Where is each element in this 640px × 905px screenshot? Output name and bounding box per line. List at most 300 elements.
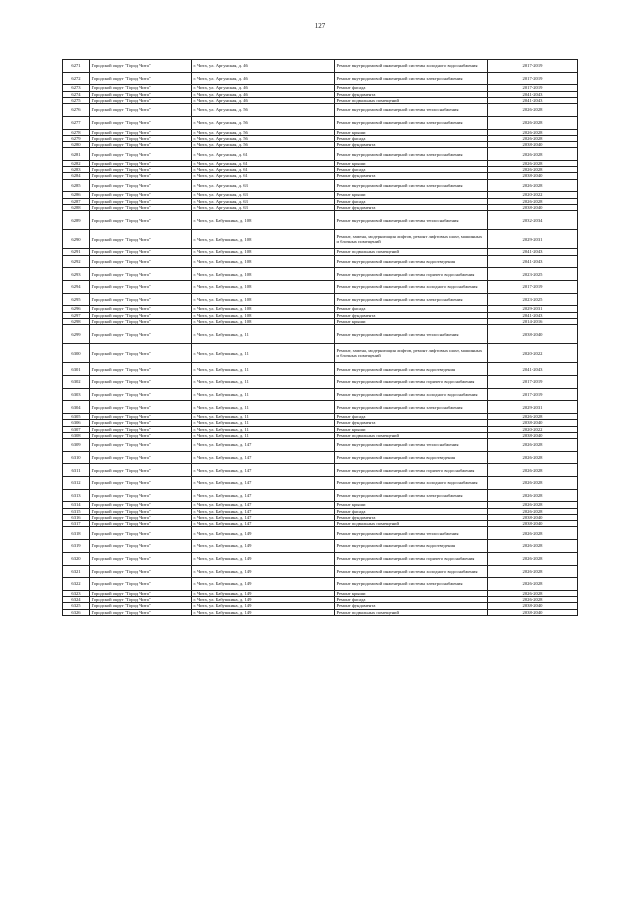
address-cell: г. Чита, ул. Аргунская, д. 63 xyxy=(192,204,335,210)
term-cell: 2026-2028 xyxy=(488,464,578,477)
table-row xyxy=(63,344,578,363)
municipality-cell: Городской округ "Город Чита" xyxy=(90,578,192,591)
municipality-cell: Городской округ "Город Чита" xyxy=(90,375,192,388)
municipality-cell: Городской округ "Город Чита" xyxy=(90,439,192,452)
municipality-cell: Городской округ "Город Чита" xyxy=(90,198,192,204)
work-type-cell: Ремонт крыши xyxy=(335,192,488,198)
row-number-cell: 6303 xyxy=(63,388,90,401)
municipality-cell: Городской округ "Город Чита" xyxy=(90,464,192,477)
row-number-cell: 6301 xyxy=(63,363,90,376)
table-row xyxy=(63,60,578,73)
table-row xyxy=(63,401,578,414)
municipality-cell: Городской округ "Город Чита" xyxy=(90,104,192,117)
work-type-cell: Ремонт, замена, модернизация лифтов, ремонт лифтовых шахт, машинных и блочных помещений xyxy=(335,230,488,249)
municipality-cell: Городской округ "Город Чита" xyxy=(90,540,192,553)
municipality-cell: Городской округ "Город Чита" xyxy=(90,255,192,268)
work-type-cell: Ремонт внутридомовой инженерной системы водоотведения xyxy=(335,363,488,376)
municipality-cell: Городской округ "Город Чита" xyxy=(90,344,192,363)
address-cell: г. Чита, ул. Аргунская, д. 46 xyxy=(192,72,335,85)
term-cell: 2023-2025 xyxy=(488,268,578,281)
municipality-cell: Городской округ "Город Чита" xyxy=(90,211,192,230)
term-cell: 2038-2040 xyxy=(488,432,578,438)
work-type-cell: Ремонт фундамента xyxy=(335,204,488,210)
term-cell: 2032-2034 xyxy=(488,211,578,230)
term-cell: 2017-2019 xyxy=(488,60,578,73)
table-row xyxy=(63,527,578,540)
address-cell: г. Чита, ул. Аргунская, д. 61 xyxy=(192,160,335,166)
work-type-cell: Ремонт внутридомовой инженерной системы горячего водоснабжения xyxy=(335,464,488,477)
row-number-cell: 6315 xyxy=(63,508,90,514)
work-type-cell: Ремонт фасада xyxy=(335,508,488,514)
table-row xyxy=(63,464,578,477)
term-cell: 2038-2040 xyxy=(488,609,578,615)
municipality-cell: Городской округ "Город Чита" xyxy=(90,521,192,527)
address-cell: г. Чита, ул. Аргунская, д. 61 xyxy=(192,173,335,179)
term-cell: 2038-2040 xyxy=(488,204,578,210)
table-row xyxy=(63,451,578,464)
row-number-cell: 6274 xyxy=(63,91,90,97)
row-number-cell: 6314 xyxy=(63,502,90,508)
row-number-cell: 6299 xyxy=(63,325,90,344)
municipality-cell: Городской округ "Город Чита" xyxy=(90,590,192,596)
row-number-cell: 6293 xyxy=(63,268,90,281)
term-cell: 2026-2028 xyxy=(488,167,578,173)
work-type-cell: Ремонт крыши xyxy=(335,318,488,324)
row-number-cell: 6325 xyxy=(63,603,90,609)
row-number-cell: 6322 xyxy=(63,578,90,591)
table-row xyxy=(63,609,578,615)
municipality-cell: Городской округ "Город Чита" xyxy=(90,552,192,565)
term-cell: 2020-2022 xyxy=(488,192,578,198)
row-number-cell: 6288 xyxy=(63,204,90,210)
address-cell: г. Чита, ул. Бабушкина, д. 108 xyxy=(192,318,335,324)
address-cell: г. Чита, ул. Аргунская, д. 46 xyxy=(192,60,335,73)
row-number-cell: 6276 xyxy=(63,104,90,117)
work-type-cell: Ремонт фундамента xyxy=(335,420,488,426)
address-cell: г. Чита, ул. Бабушкина, д. 147 xyxy=(192,489,335,502)
work-type-cell: Ремонт фундамента xyxy=(335,91,488,97)
row-number-cell: 6272 xyxy=(63,72,90,85)
term-cell: 2026-2028 xyxy=(488,129,578,135)
municipality-cell: Городской округ "Город Чита" xyxy=(90,489,192,502)
work-type-cell: Ремонт внутридомовой инженерной системы электроснабжения xyxy=(335,179,488,192)
term-cell: 2041-2043 xyxy=(488,363,578,376)
address-cell: г. Чита, ул. Бабушкина, д. 11 xyxy=(192,420,335,426)
row-number-cell: 6312 xyxy=(63,477,90,490)
term-cell: 2026-2028 xyxy=(488,552,578,565)
municipality-cell: Городской округ "Город Чита" xyxy=(90,414,192,420)
address-cell: г. Чита, ул. Бабушкина, д. 149 xyxy=(192,540,335,553)
term-cell: 2041-2043 xyxy=(488,91,578,97)
work-type-cell: Ремонт подвальных помещений xyxy=(335,609,488,615)
term-cell: 2026-2028 xyxy=(488,578,578,591)
row-number-cell: 6287 xyxy=(63,198,90,204)
table-row xyxy=(63,268,578,281)
municipality-cell: Городской округ "Город Чита" xyxy=(90,363,192,376)
term-cell: 2026-2028 xyxy=(488,540,578,553)
work-type-cell: Ремонт крыши xyxy=(335,129,488,135)
term-cell: 2020-2022 xyxy=(488,426,578,432)
term-cell: 2026-2028 xyxy=(488,508,578,514)
row-number-cell: 6308 xyxy=(63,432,90,438)
work-type-cell: Ремонт фасада xyxy=(335,85,488,91)
address-cell: г. Чита, ул. Бабушкина, д. 147 xyxy=(192,439,335,452)
municipality-cell: Городской округ "Город Чита" xyxy=(90,91,192,97)
work-type-cell: Ремонт фундамента xyxy=(335,514,488,520)
table-row xyxy=(63,104,578,117)
municipality-cell: Городской округ "Город Чита" xyxy=(90,527,192,540)
municipality-cell: Городской округ "Город Чита" xyxy=(90,268,192,281)
address-cell: г. Чита, ул. Аргунская, д. 63 xyxy=(192,179,335,192)
page-number: 127 xyxy=(314,22,326,30)
row-number-cell: 6309 xyxy=(63,439,90,452)
row-number-cell: 6291 xyxy=(63,249,90,255)
row-number-cell: 6284 xyxy=(63,173,90,179)
row-number-cell: 6318 xyxy=(63,527,90,540)
row-number-cell: 6311 xyxy=(63,464,90,477)
table-row xyxy=(63,230,578,249)
municipality-cell: Городской округ "Город Чита" xyxy=(90,160,192,166)
work-type-cell: Ремонт крыши xyxy=(335,590,488,596)
row-number-cell: 6306 xyxy=(63,420,90,426)
table-body xyxy=(63,60,578,616)
term-cell: 2026-2028 xyxy=(488,116,578,129)
work-type-cell: Ремонт внутридомовой инженерной системы электроснабжения xyxy=(335,72,488,85)
address-cell: г. Чита, ул. Бабушкина, д. 11 xyxy=(192,414,335,420)
municipality-cell: Городской округ "Город Чита" xyxy=(90,502,192,508)
term-cell: 2026-2028 xyxy=(488,160,578,166)
address-cell: г. Чита, ул. Бабушкина, д. 11 xyxy=(192,426,335,432)
row-number-cell: 6307 xyxy=(63,426,90,432)
term-cell: 2038-2040 xyxy=(488,142,578,148)
address-cell: г. Чита, ул. Аргунская, д. 61 xyxy=(192,148,335,161)
table-row xyxy=(63,72,578,85)
row-number-cell: 6285 xyxy=(63,179,90,192)
address-cell: г. Чита, ул. Бабушкина, д. 108 xyxy=(192,312,335,318)
address-cell: г. Чита, ул. Бабушкина, д. 147 xyxy=(192,477,335,490)
work-type-cell: Ремонт внутридомовой инженерной системы электроснабжения xyxy=(335,489,488,502)
municipality-cell: Городской округ "Город Чита" xyxy=(90,432,192,438)
table-row xyxy=(63,116,578,129)
term-cell: 2041-2043 xyxy=(488,97,578,103)
row-number-cell: 6282 xyxy=(63,160,90,166)
row-number-cell: 6295 xyxy=(63,293,90,306)
work-type-cell: Ремонт подвальных помещений xyxy=(335,97,488,103)
term-cell: 2023-2025 xyxy=(488,293,578,306)
municipality-cell: Городской округ "Город Чита" xyxy=(90,318,192,324)
table-row xyxy=(63,477,578,490)
work-type-cell: Ремонт фундамента xyxy=(335,603,488,609)
address-cell: г. Чита, ул. Аргунская, д. 56 xyxy=(192,135,335,141)
term-cell: 2038-2040 xyxy=(488,514,578,520)
municipality-cell: Городской округ "Город Чита" xyxy=(90,508,192,514)
row-number-cell: 6283 xyxy=(63,167,90,173)
municipality-cell: Городской округ "Город Чита" xyxy=(90,148,192,161)
municipality-cell: Городской округ "Город Чита" xyxy=(90,565,192,578)
work-type-cell: Ремонт фасада xyxy=(335,167,488,173)
municipality-cell: Городской округ "Город Чита" xyxy=(90,451,192,464)
term-cell: 2038-2040 xyxy=(488,325,578,344)
municipality-cell: Городской округ "Город Чита" xyxy=(90,230,192,249)
municipality-cell: Городской округ "Город Чита" xyxy=(90,293,192,306)
row-number-cell: 6320 xyxy=(63,552,90,565)
row-number-cell: 6281 xyxy=(63,148,90,161)
municipality-cell: Городской округ "Город Чита" xyxy=(90,609,192,615)
term-cell: 2029-2031 xyxy=(488,401,578,414)
work-type-cell: Ремонт внутридомовой инженерной системы холодного водоснабжения xyxy=(335,388,488,401)
term-cell: 2026-2028 xyxy=(488,148,578,161)
work-type-cell: Ремонт фасада xyxy=(335,198,488,204)
row-number-cell: 6297 xyxy=(63,312,90,318)
row-number-cell: 6310 xyxy=(63,451,90,464)
address-cell: г. Чита, ул. Бабушкина, д. 108 xyxy=(192,230,335,249)
municipality-cell: Городской округ "Город Чита" xyxy=(90,204,192,210)
capital-repair-table xyxy=(62,59,578,616)
address-cell: г. Чита, ул. Аргунская, д. 61 xyxy=(192,167,335,173)
term-cell: 2026-2028 xyxy=(488,590,578,596)
address-cell: г. Чита, ул. Аргунская, д. 63 xyxy=(192,192,335,198)
term-cell: 2029-2031 xyxy=(488,230,578,249)
address-cell: г. Чита, ул. Аргунская, д. 46 xyxy=(192,97,335,103)
address-cell: г. Чита, ул. Аргунская, д. 56 xyxy=(192,104,335,117)
table-row xyxy=(63,439,578,452)
table-row xyxy=(63,179,578,192)
row-number-cell: 6271 xyxy=(63,60,90,73)
municipality-cell: Городской округ "Город Чита" xyxy=(90,129,192,135)
municipality-cell: Городской округ "Город Чита" xyxy=(90,603,192,609)
table-row xyxy=(63,148,578,161)
term-cell: 2026-2028 xyxy=(488,135,578,141)
address-cell: г. Чита, ул. Аргунская, д. 46 xyxy=(192,85,335,91)
table-row xyxy=(63,375,578,388)
term-cell: 2026-2028 xyxy=(488,451,578,464)
term-cell: 2020-2022 xyxy=(488,344,578,363)
municipality-cell: Городской округ "Город Чита" xyxy=(90,192,192,198)
work-type-cell: Ремонт внутридомовой инженерной системы холодного водоснабжения xyxy=(335,565,488,578)
address-cell: г. Чита, ул. Бабушкина, д. 11 xyxy=(192,363,335,376)
work-type-cell: Ремонт внутридомовой инженерной системы горячего водоснабжения xyxy=(335,375,488,388)
row-number-cell: 6273 xyxy=(63,85,90,91)
address-cell: г. Чита, ул. Бабушкина, д. 108 xyxy=(192,255,335,268)
municipality-cell: Городской округ "Город Чита" xyxy=(90,426,192,432)
row-number-cell: 6313 xyxy=(63,489,90,502)
row-number-cell: 6298 xyxy=(63,318,90,324)
work-type-cell: Ремонт фасада xyxy=(335,414,488,420)
term-cell: 2026-2028 xyxy=(488,198,578,204)
row-number-cell: 6302 xyxy=(63,375,90,388)
row-number-cell: 6304 xyxy=(63,401,90,414)
row-number-cell: 6275 xyxy=(63,97,90,103)
row-number-cell: 6292 xyxy=(63,255,90,268)
address-cell: г. Чита, ул. Бабушкина, д. 149 xyxy=(192,552,335,565)
address-cell: г. Чита, ул. Бабушкина, д. 149 xyxy=(192,565,335,578)
address-cell: г. Чита, ул. Бабушкина, д. 147 xyxy=(192,502,335,508)
row-number-cell: 6319 xyxy=(63,540,90,553)
row-number-cell: 6317 xyxy=(63,521,90,527)
work-type-cell: Ремонт крыши xyxy=(335,502,488,508)
table-row xyxy=(63,293,578,306)
table-row xyxy=(63,280,578,293)
address-cell: г. Чита, ул. Бабушкина, д. 149 xyxy=(192,603,335,609)
row-number-cell: 6289 xyxy=(63,211,90,230)
municipality-cell: Городской округ "Город Чита" xyxy=(90,312,192,318)
work-type-cell: Ремонт фасада xyxy=(335,306,488,312)
work-type-cell: Ремонт подвальных помещений xyxy=(335,521,488,527)
work-type-cell: Ремонт фасада xyxy=(335,597,488,603)
address-cell: г. Чита, ул. Бабушкина, д. 147 xyxy=(192,514,335,520)
municipality-cell: Городской округ "Город Чита" xyxy=(90,135,192,141)
address-cell: г. Чита, ул. Аргунская, д. 63 xyxy=(192,198,335,204)
work-type-cell: Ремонт фундамента xyxy=(335,173,488,179)
term-cell: 2026-2028 xyxy=(488,565,578,578)
work-type-cell: Ремонт подвальных помещений xyxy=(335,432,488,438)
work-type-cell: Ремонт, замена, модернизация лифтов, ремонт лифтовых шахт, машинных и блочных помещений xyxy=(335,344,488,363)
address-cell: г. Чита, ул. Бабушкина, д. 147 xyxy=(192,464,335,477)
municipality-cell: Городской округ "Город Чита" xyxy=(90,72,192,85)
municipality-cell: Городской округ "Город Чита" xyxy=(90,597,192,603)
term-cell: 2041-2043 xyxy=(488,249,578,255)
address-cell: г. Чита, ул. Бабушкина, д. 11 xyxy=(192,432,335,438)
municipality-cell: Городской округ "Город Чита" xyxy=(90,249,192,255)
table-row xyxy=(63,578,578,591)
address-cell: г. Чита, ул. Аргунская, д. 46 xyxy=(192,91,335,97)
row-number-cell: 6294 xyxy=(63,280,90,293)
term-cell: 2038-2040 xyxy=(488,173,578,179)
municipality-cell: Городской округ "Город Чита" xyxy=(90,306,192,312)
address-cell: г. Чита, ул. Бабушкина, д. 11 xyxy=(192,325,335,344)
table-row xyxy=(63,552,578,565)
work-type-cell: Ремонт внутридомовой инженерной системы водоотведения xyxy=(335,255,488,268)
address-cell: г. Чита, ул. Бабушкина, д. 11 xyxy=(192,344,335,363)
work-type-cell: Ремонт фасада xyxy=(335,135,488,141)
address-cell: г. Чита, ул. Бабушкина, д. 147 xyxy=(192,508,335,514)
work-type-cell: Ремонт внутридомовой инженерной системы холодного водоснабжения xyxy=(335,280,488,293)
term-cell: 2026-2028 xyxy=(488,477,578,490)
work-type-cell: Ремонт внутридомовой инженерной системы теплоснабжения xyxy=(335,439,488,452)
municipality-cell: Городской округ "Город Чита" xyxy=(90,173,192,179)
address-cell: г. Чита, ул. Бабушкина, д. 108 xyxy=(192,211,335,230)
work-type-cell: Ремонт внутридомовой инженерной системы холодного водоснабжения xyxy=(335,60,488,73)
term-cell: 2026-2028 xyxy=(488,104,578,117)
row-number-cell: 6286 xyxy=(63,192,90,198)
term-cell: 2026-2028 xyxy=(488,179,578,192)
work-type-cell: Ремонт внутридомовой инженерной системы холодного водоснабжения xyxy=(335,477,488,490)
address-cell: г. Чита, ул. Бабушкина, д. 149 xyxy=(192,590,335,596)
municipality-cell: Городской округ "Город Чита" xyxy=(90,420,192,426)
table-row xyxy=(63,363,578,376)
municipality-cell: Городской округ "Город Чита" xyxy=(90,179,192,192)
term-cell: 2029-2031 xyxy=(488,306,578,312)
term-cell: 2026-2028 xyxy=(488,439,578,452)
address-cell: г. Чита, ул. Бабушкина, д. 149 xyxy=(192,609,335,615)
municipality-cell: Городской округ "Город Чита" xyxy=(90,97,192,103)
term-cell: 2014-2016 xyxy=(488,318,578,324)
term-cell: 2017-2019 xyxy=(488,280,578,293)
address-cell: г. Чита, ул. Бабушкина, д. 149 xyxy=(192,578,335,591)
term-cell: 2041-2043 xyxy=(488,255,578,268)
address-cell: г. Чита, ул. Бабушкина, д. 147 xyxy=(192,451,335,464)
term-cell: 2026-2028 xyxy=(488,414,578,420)
work-type-cell: Ремонт внутридомовой инженерной системы водоотведения xyxy=(335,451,488,464)
municipality-cell: Городской округ "Город Чита" xyxy=(90,167,192,173)
work-type-cell: Ремонт внутридомовой инженерной системы электроснабжения xyxy=(335,293,488,306)
address-cell: г. Чита, ул. Бабушкина, д. 108 xyxy=(192,306,335,312)
address-cell: г. Чита, ул. Бабушкина, д. 108 xyxy=(192,268,335,281)
municipality-cell: Городской округ "Город Чита" xyxy=(90,116,192,129)
municipality-cell: Городской округ "Город Чита" xyxy=(90,477,192,490)
work-type-cell: Ремонт внутридомовой инженерной системы электроснабжения xyxy=(335,401,488,414)
work-type-cell: Ремонт внутридомовой инженерной системы теплоснабжения xyxy=(335,325,488,344)
row-number-cell: 6290 xyxy=(63,230,90,249)
row-number-cell: 6326 xyxy=(63,609,90,615)
municipality-cell: Городской округ "Город Чита" xyxy=(90,142,192,148)
table-row xyxy=(63,211,578,230)
address-cell: г. Чита, ул. Бабушкина, д. 108 xyxy=(192,249,335,255)
term-cell: 2038-2040 xyxy=(488,521,578,527)
address-cell: г. Чита, ул. Бабушкина, д. 149 xyxy=(192,527,335,540)
row-number-cell: 6277 xyxy=(63,116,90,129)
term-cell: 2017-2019 xyxy=(488,72,578,85)
table-row xyxy=(63,388,578,401)
row-number-cell: 6278 xyxy=(63,129,90,135)
term-cell: 2026-2028 xyxy=(488,502,578,508)
term-cell: 2017-2019 xyxy=(488,388,578,401)
term-cell: 2026-2028 xyxy=(488,597,578,603)
row-number-cell: 6279 xyxy=(63,135,90,141)
address-cell: г. Чита, ул. Бабушкина, д. 11 xyxy=(192,375,335,388)
work-type-cell: Ремонт крыши xyxy=(335,160,488,166)
table-row xyxy=(63,565,578,578)
work-type-cell: Ремонт внутридомовой инженерной системы электроснабжения xyxy=(335,148,488,161)
term-cell: 2026-2028 xyxy=(488,527,578,540)
work-type-cell: Ремонт внутридомовой инженерной системы электроснабжения xyxy=(335,578,488,591)
row-number-cell: 6316 xyxy=(63,514,90,520)
municipality-cell: Городской округ "Город Чита" xyxy=(90,85,192,91)
address-cell: г. Чита, ул. Бабушкина, д. 11 xyxy=(192,401,335,414)
row-number-cell: 6296 xyxy=(63,306,90,312)
work-type-cell: Ремонт внутридомовой инженерной системы теплоснабжения xyxy=(335,527,488,540)
row-number-cell: 6305 xyxy=(63,414,90,420)
term-cell: 2038-2040 xyxy=(488,603,578,609)
work-type-cell: Ремонт внутридомовой инженерной системы теплоснабжения xyxy=(335,104,488,117)
table-row xyxy=(63,325,578,344)
municipality-cell: Городской округ "Город Чита" xyxy=(90,60,192,73)
work-type-cell: Ремонт фундамента xyxy=(335,312,488,318)
address-cell: г. Чита, ул. Бабушкина, д. 108 xyxy=(192,280,335,293)
table-row xyxy=(63,540,578,553)
address-cell: г. Чита, ул. Бабушкина, д. 149 xyxy=(192,597,335,603)
table-row xyxy=(63,489,578,502)
row-number-cell: 6323 xyxy=(63,590,90,596)
address-cell: г. Чита, ул. Бабушкина, д. 108 xyxy=(192,293,335,306)
address-cell: г. Чита, ул. Аргунская, д. 56 xyxy=(192,129,335,135)
address-cell: г. Чита, ул. Аргунская, д. 56 xyxy=(192,116,335,129)
work-type-cell: Ремонт фундамента xyxy=(335,142,488,148)
work-type-cell: Ремонт подвальных помещений xyxy=(335,249,488,255)
work-type-cell: Ремонт внутридомовой инженерной системы водоотведения xyxy=(335,540,488,553)
municipality-cell: Городской округ "Город Чита" xyxy=(90,514,192,520)
work-type-cell: Ремонт крыши xyxy=(335,426,488,432)
term-cell: 2017-2019 xyxy=(488,85,578,91)
work-type-cell: Ремонт внутридомовой инженерной системы электроснабжения xyxy=(335,116,488,129)
work-type-cell: Ремонт внутридомовой инженерной системы горячего водоснабжения xyxy=(335,268,488,281)
address-cell: г. Чита, ул. Аргунская, д. 56 xyxy=(192,142,335,148)
row-number-cell: 6300 xyxy=(63,344,90,363)
term-cell: 2038-2040 xyxy=(488,420,578,426)
table-row xyxy=(63,255,578,268)
municipality-cell: Городской округ "Город Чита" xyxy=(90,325,192,344)
row-number-cell: 6280 xyxy=(63,142,90,148)
